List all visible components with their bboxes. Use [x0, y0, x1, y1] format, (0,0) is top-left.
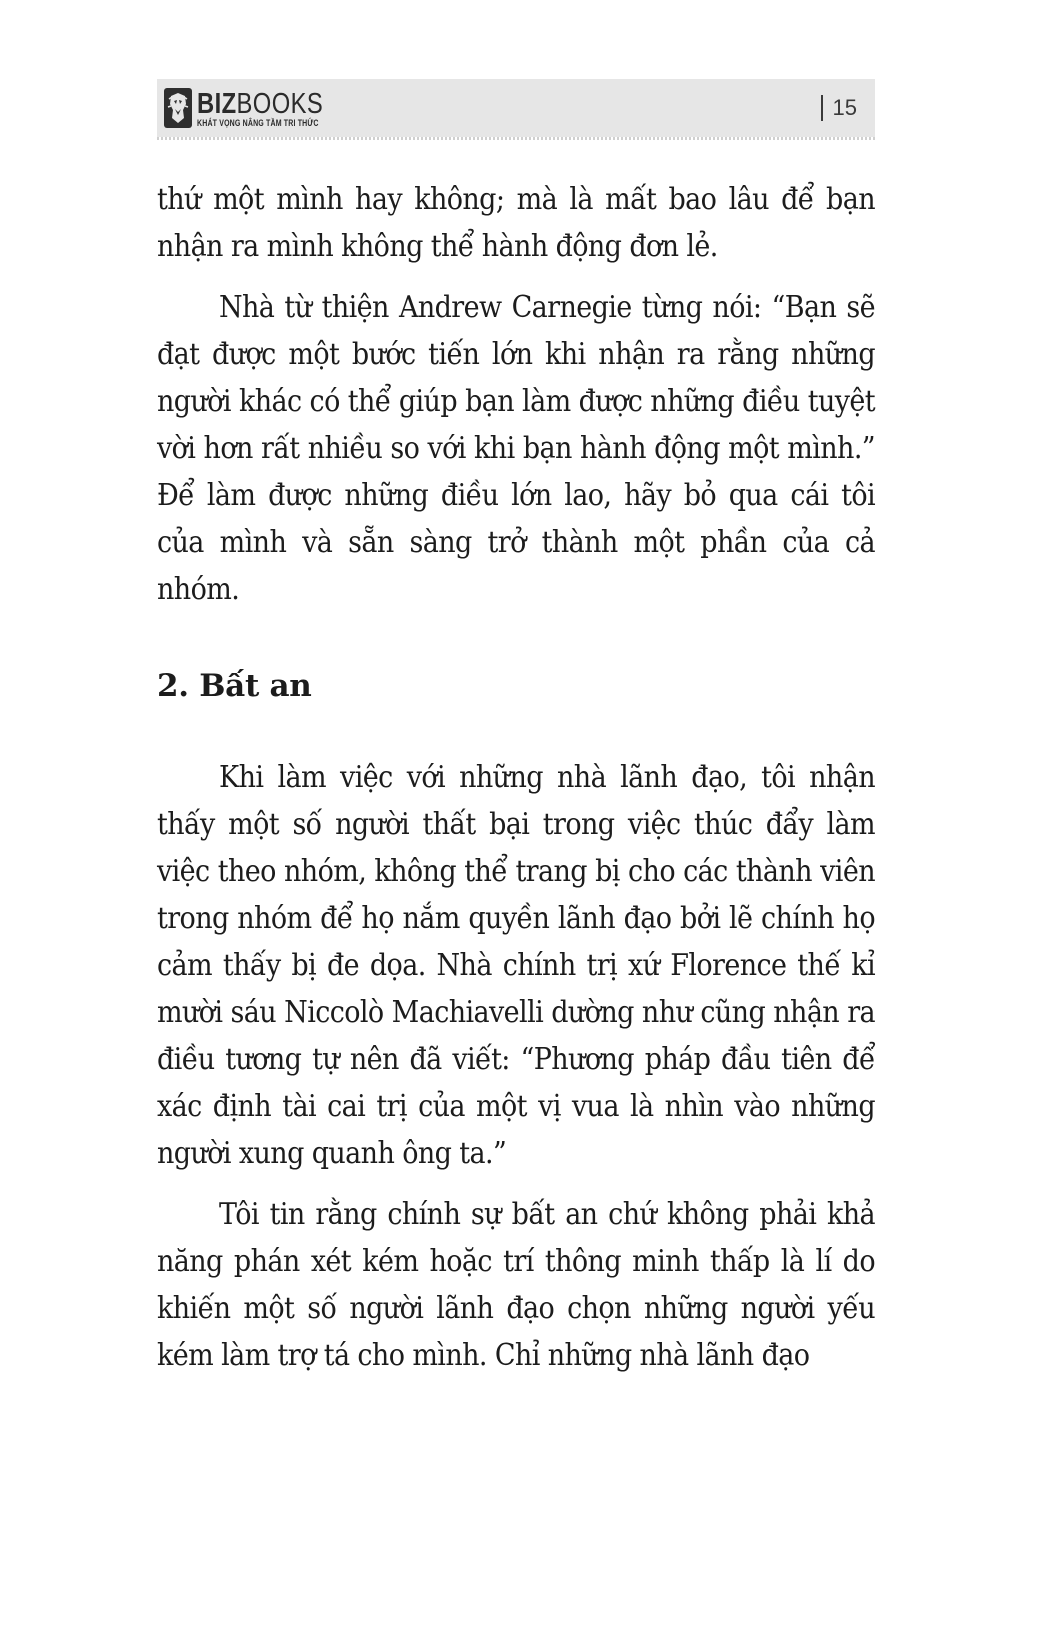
lion-emblem-icon [163, 87, 193, 129]
brand-name-light: BOOKS [236, 87, 324, 120]
bizbooks-logo [163, 85, 353, 131]
page-number-area [821, 93, 857, 123]
paragraph-carnegie-quote: Nhà từ thiện Andrew Carnegie từng nói: “Bạn sẽ đạt được một bước tiến lớn khi nhận ra rằng những người khác có thể giúp bạn làm được những điều tuyệt vời hơn rất nhiều so với khi bạn hành động một mình.” Để làm được những điều lớn lao, hãy bỏ qua cái tôi của mình và sẵn sàng trở thành một phần của cả nhóm. [157, 290, 875, 607]
paragraph-insecurity: Tôi tin rằng chính sự bất an chứ không phải khả năng phán xét kém hoặc trí thông minh thấp là lí do khiến một số người lãnh đạo chọn những người yếu kém làm trợ tá cho mình. Chỉ những nhà lãnh đạo [157, 1197, 875, 1373]
page-number: 15 [832, 95, 857, 120]
paragraph-machiavelli: Khi làm việc với những nhà lãnh đạo, tôi nhận thấy một số người thất bại trong việc thúc đẩy làm việc theo nhóm, không thể trang bị cho các thành viên trong nhóm để họ nắm quyền lãnh đạo bởi lẽ chính họ cảm thấy bị đe dọa. Nhà chính trị xứ Florence thế kỉ mười sáu Niccolò Machiavelli dường như cũng nhận ra điều tương tự nên đã viết: “Phương pháp đầu tiên để xác định tài cai trị của một vị vua là nhìn vào những người xung quanh ông ta.” [157, 760, 875, 1171]
page-body [157, 176, 875, 1379]
paragraph-continuation: thứ một mình hay không; mà là mất bao lâu để bạn nhận ra mình không thể hành động đơn lẻ. [157, 182, 875, 264]
brand-name-bold: BIZ [197, 87, 237, 120]
section-heading: 2. Bất an [157, 668, 312, 704]
page-number-divider [821, 95, 823, 121]
brand-name [197, 89, 325, 119]
page-header [157, 79, 875, 137]
brand-tagline: KHÁT VỌNG NÂNG TẦM TRI THỨC [197, 117, 319, 128]
